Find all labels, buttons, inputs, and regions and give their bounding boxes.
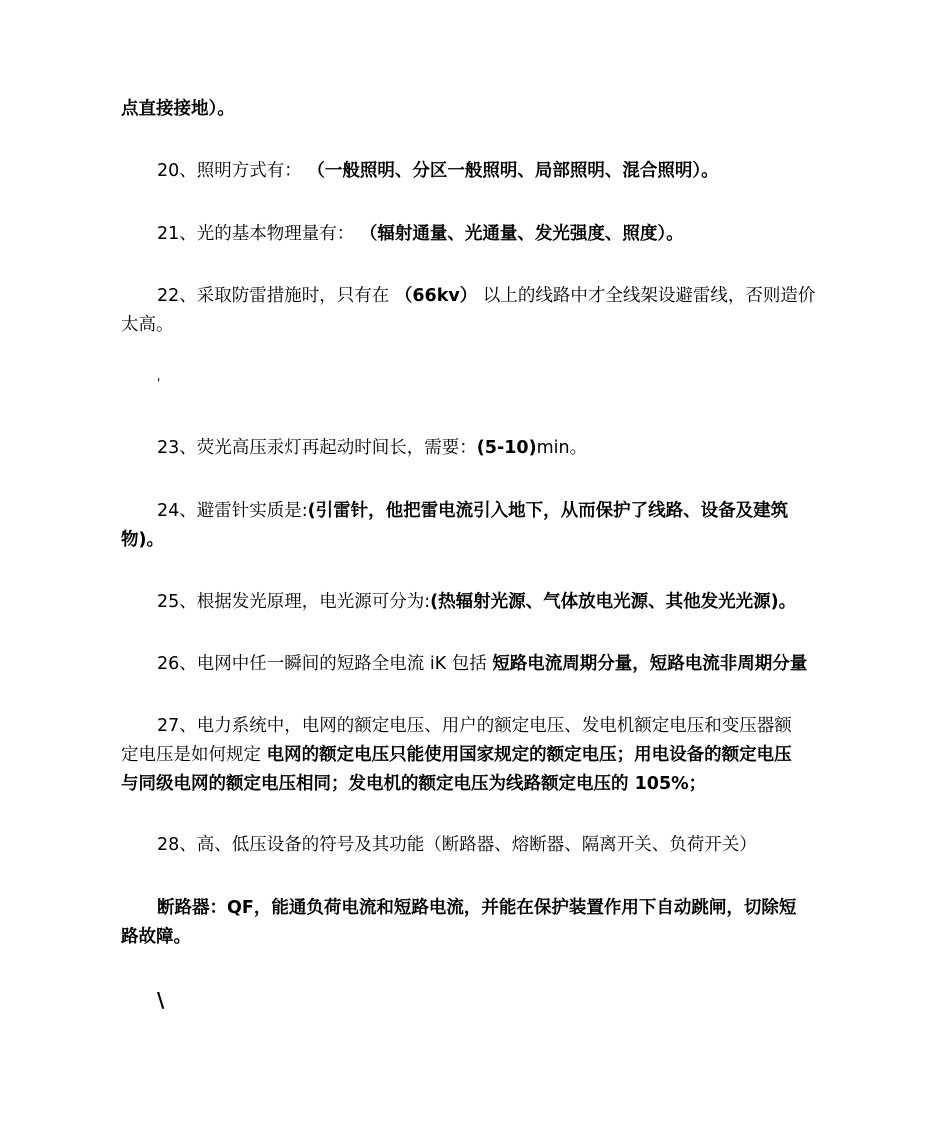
paragraph-continuation <box>121 94 831 124</box>
backslash-text: \ <box>157 988 165 1012</box>
question-22 <box>157 281 831 311</box>
question-23 <box>157 433 831 463</box>
question-27-line-3 <box>121 769 831 799</box>
breaker-text: 路故障。 <box>121 927 191 947</box>
answer-text: 短路电流周期分量，短路电流非周期分量 <box>492 654 808 674</box>
question-27-line-2 <box>121 740 831 770</box>
question-text: 定电压是如何规定 <box>121 745 261 765</box>
question-text: 22、采取防雷措施时，只有在 <box>157 286 390 306</box>
question-text: 27、电力系统中，电网的额定电压、用户的额定电压、发电机额定电压和变压器额 <box>157 716 792 736</box>
question-text: 28、高、低压设备的符号及其功能（断路器、熔断器、隔离开关、负荷开关） <box>157 835 757 855</box>
question-text: 23、荧光高压汞灯再起动时间长，需要： <box>157 438 477 458</box>
stray-mark-text: ' <box>157 376 161 390</box>
stray-mark <box>157 368 831 398</box>
question-26 <box>157 649 831 679</box>
question-24 <box>157 496 831 526</box>
question-text: 25、根据发光原理，电光源可分为: <box>157 592 431 612</box>
question-text: 26、电网中任一瞬间的短路全电流 iK 包括 <box>157 654 487 674</box>
question-text: 20、照明方式有： <box>157 161 302 181</box>
question-text: 21、光的基本物理量有： <box>157 224 355 244</box>
breaker-description <box>157 893 831 923</box>
question-22-continuation <box>121 310 831 340</box>
breaker-description-continuation <box>121 922 831 952</box>
answer-text: 物)。 <box>121 530 164 550</box>
answer-text: （辐射通量、光通量、发光强度、照度）。 <box>359 224 684 244</box>
answer-text: （一般照明、分区一般照明、局部照明、混合照明）。 <box>307 161 719 181</box>
answer-text: (引雷针，他把雷电流引入地下，从而保护了线路、设备及建筑 <box>307 501 789 521</box>
question-28 <box>157 830 831 860</box>
question-25 <box>157 587 831 617</box>
question-text: 太高。 <box>121 315 174 335</box>
answer-text: (5-10) <box>476 438 537 458</box>
breaker-text: 断路器：QF，能通负荷电流和短路电流，并能在保护装置作用下自动跳闸，切除短 <box>157 898 797 918</box>
paragraph-text: 点直接接地）。 <box>121 99 235 119</box>
question-21 <box>157 219 831 249</box>
question-20 <box>157 156 831 186</box>
question-text-tail: 以上的线路中才全线架设避雷线，否则造价 <box>482 286 816 306</box>
question-text: 24、避雷针实质是: <box>157 501 308 521</box>
answer-text: 电网的额定电压只能使用国家规定的额定电压；用电设备的额定电压 <box>266 745 792 765</box>
answer-text: 与同级电网的额定电压相同；发电机的额定电压为线路额定电压的 105%； <box>121 774 707 794</box>
backslash-mark <box>157 985 831 1015</box>
answer-text: (热辐射光源、气体放电光源、其他发光光源)。 <box>430 592 797 612</box>
question-24-continuation <box>121 525 831 555</box>
answer-text: （66kv） <box>394 286 478 306</box>
unit-text: min。 <box>536 438 588 458</box>
question-27 <box>157 711 831 741</box>
